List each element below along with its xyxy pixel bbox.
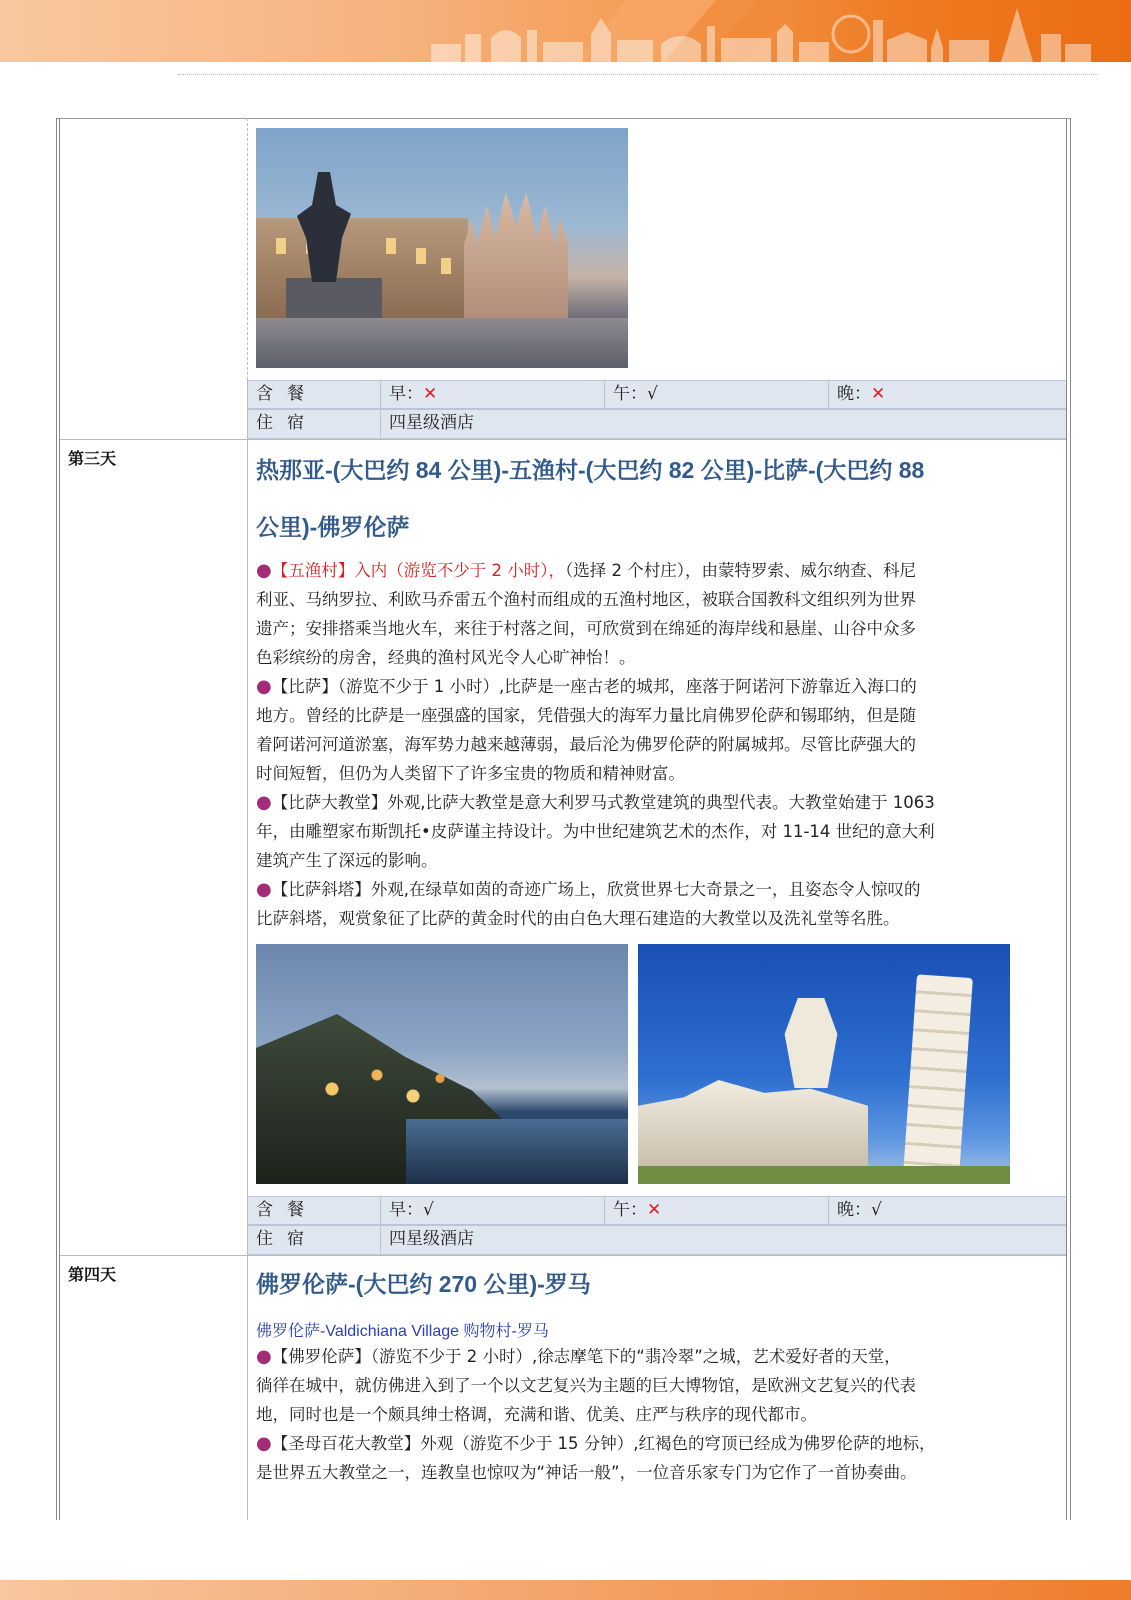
bullet-icon: ● (256, 1433, 272, 1454)
meals-label: 含餐 (256, 384, 318, 404)
milan-cathedral-photo (256, 128, 628, 368)
cinque-terre-photo (256, 944, 628, 1184)
attraction-paragraph: ●【五渔村】入内（游览不少于 2 小时），（选择 2 个村庄），由蒙特罗索、威尔纳查、科尼 利亚、马纳罗拉、利欧马乔雷五个渔村而组成的五渔村地区，被联合国教科文组织列为世界 遗产；安排搭乘当地火车，来往于村落之间，可欣赏到在绵延的海岸线和悬崖、山谷中众多 色彩缤纷的房舍，经典的渔村风光令人心旷神怡！。 (256, 560, 916, 667)
photo-plaza (256, 318, 628, 368)
attraction-paragraph: ●【佛罗伦萨】（游览不少于 2 小时）,徐志摩笔下的“翡冷翠”之城，艺术爱好者的天堂， 徜徉在城中，就仿佛进入到了一个以文艺复兴为主题的巨大博物馆，是欧洲文艺复兴的代表 地，同时也是一个颇具绅士格调，充满和谐、优美、庄严与秩序的现代都市。 (256, 1346, 916, 1424)
day-label: 第三天 (68, 449, 117, 468)
attraction-paragraph: ●【比萨】（游览不少于 1 小时）,比萨是一座古老的城邦，座落于阿诺河下游靠近入海口的 地方。曾经的比萨是一座强盛的国家，凭借强大的海军力量比肩佛罗伦萨和锡耶纳，但是随 着阿诺河河道淤塞，海军势力越来越薄弱，最后沦为佛罗伦萨的附属城邦。尽管比萨强大的 时间短暂，但仍为人类留下了许多宝贵的物质和精神财富。 (256, 676, 917, 783)
header-banner (0, 0, 1131, 62)
attraction-paragraph: ●【比萨大教堂】外观,比萨大教堂是意大利罗马式教堂建筑的典型代表。大教堂始建于 1063 年，由雕塑家布斯凯托•皮萨谨主持设计。为中世纪建筑艺术的杰作，对 11-14 世纪的意大利 建筑产生了深远的影响。 (256, 792, 935, 870)
attraction-paragraph: ●【比萨斜塔】外观,在绿草如茵的奇迹广场上，欣赏世界七大奇景之一，且姿态令人惊叹的 比萨斜塔，观赏象征了比萨的黄金时代的由白色大理石建造的大教堂以及洗礼堂等名胜。 (256, 879, 921, 928)
day-separator (60, 439, 1066, 440)
photo-village-lights (296, 1054, 476, 1124)
meals-label: 含餐 (256, 1200, 318, 1220)
lunch-cell: 午：√ (604, 381, 828, 408)
hotel-label: 住宿 (256, 1229, 318, 1249)
hotel-label: 住宿 (256, 413, 318, 433)
lunch-cell: 午：✕ (604, 1197, 828, 1224)
hotel-row (248, 1225, 1066, 1255)
photo-grass (638, 1166, 1010, 1184)
day-title: 佛罗伦萨-(大巴约 270 公里)-罗马 (256, 1271, 591, 1297)
bullet-icon: ● (256, 676, 272, 697)
bullet-icon: ● (256, 560, 272, 581)
header-divider (178, 74, 1098, 75)
city-skyline-icon (431, 4, 1091, 62)
breakfast-cell: 早：√ (380, 1197, 604, 1224)
table-top-border (56, 118, 1071, 119)
bullet-icon: ● (256, 792, 272, 813)
photo-leaning-tower (903, 974, 973, 1177)
hotel-row (248, 409, 1066, 439)
photo-angels-statue (778, 998, 844, 1088)
hotel-value: 四星级酒店 (380, 1226, 1066, 1253)
table-left-border (56, 118, 60, 1520)
column-divider (247, 380, 248, 1520)
day-label: 第四天 (68, 1265, 117, 1284)
route-subtitle: 佛罗伦萨-Valdichiana Village 购物村-罗马 (256, 1323, 549, 1340)
photo-sea (406, 1119, 628, 1184)
dinner-cell: 晚：√ (828, 1197, 1066, 1224)
attraction-highlight: 【五渔村】入内（游览不少于 2 小时）， (271, 561, 565, 580)
attraction-paragraph: ●【圣母百花大教堂】外观（游览不少于 15 分钟）,红褐色的穹顶已经成为佛罗伦萨的地标， 是世界五大教堂之一，连教皇也惊叹为“神话一般”，一位音乐家专门为它作了一首协奏曲。 (256, 1433, 936, 1482)
photo-cathedral (464, 192, 568, 322)
table-right-border (1066, 118, 1071, 1520)
pisa-tower-photo (638, 944, 1010, 1184)
bullet-icon: ● (256, 1346, 272, 1367)
column-divider (247, 118, 248, 380)
photo-duomo (638, 1080, 868, 1166)
day-title: 热那亚-(大巴约 84 公里)-五渔村-(大巴约 82 公里)-比萨-(大巴约 88 公里)-佛罗伦萨 (256, 457, 925, 540)
bullet-icon: ● (256, 879, 272, 900)
hotel-value: 四星级酒店 (380, 410, 1066, 437)
meals-row (248, 380, 1066, 409)
footer-bar (0, 1580, 1131, 1600)
breakfast-cell: 早：✕ (380, 381, 604, 408)
meals-row (248, 1196, 1066, 1225)
dinner-cell: 晚：✕ (828, 381, 1066, 408)
